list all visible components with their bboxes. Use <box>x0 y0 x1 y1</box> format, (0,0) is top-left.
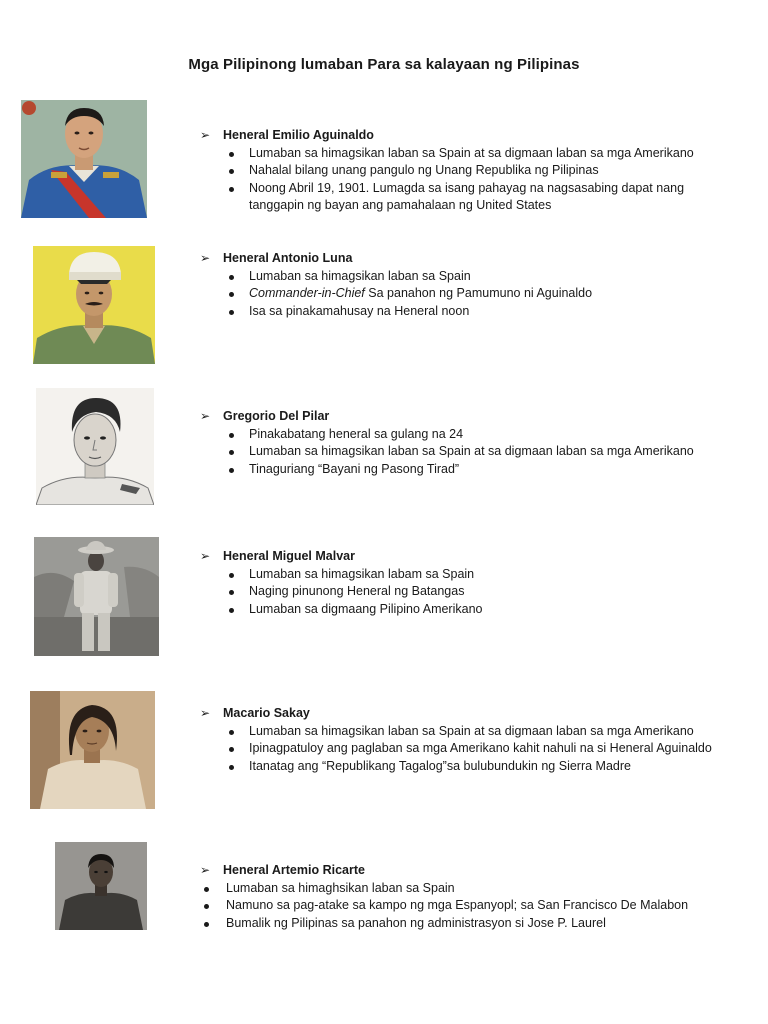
arrow-bullet-icon: ➢ <box>200 251 211 265</box>
list-item-text: Noong Abril 19, 1901. Lumagda sa isang pahayag na nagsasabing dapat nang tanggapin ng bayan ang pamahalaan ng United States <box>249 180 685 212</box>
bullet-dot-icon <box>229 608 234 613</box>
name-text: Heneral Miguel Malvar <box>223 549 355 563</box>
list-item <box>200 162 720 180</box>
list-item <box>200 268 720 286</box>
list-item-text: Itanatag ang “Republikang Tagalog”sa bulubundukin ng Sierra Madre <box>249 758 631 773</box>
list-item-text: Lumaban sa himagsikan laban sa Spain at sa digmaan laban sa mga Amerikano <box>249 723 694 738</box>
entry-name <box>200 705 720 723</box>
list-item <box>200 285 720 303</box>
portrait-malvar <box>34 537 159 656</box>
name-text: Heneral Emilio Aguinaldo <box>223 128 374 142</box>
bullet-dot-icon <box>229 187 234 192</box>
entry-ricarte <box>200 862 720 932</box>
list-item <box>200 880 720 898</box>
list-item-text: Naging pinunong Heneral ng Batangas <box>249 584 465 598</box>
list-item <box>200 915 720 933</box>
arrow-bullet-icon: ➢ <box>200 409 211 423</box>
portrait-luna <box>33 246 155 364</box>
list-item <box>200 723 720 741</box>
list-item-text: Namuno sa pag-atake sa kampo ng mga Espanyopl; sa San Francisco De Malabon <box>226 898 689 912</box>
bullet-dot-icon <box>229 310 234 315</box>
bullet-dot-icon <box>229 747 234 752</box>
malvar-image <box>34 537 159 656</box>
list-item-text: Tinaguriang “Bayani ng Pasong Tirad” <box>249 461 460 476</box>
list-item-text: Lumaban sa himagsikan labam sa Spain <box>249 566 475 581</box>
list-item <box>200 601 720 619</box>
list-item <box>200 740 720 758</box>
bullet-list <box>200 268 720 321</box>
list-item-text: Lumaban sa himagsikan laban sa Spain at sa digmaan laban sa mga Amerikano <box>249 444 694 458</box>
bullet-dot-icon <box>229 468 234 473</box>
page-title: Mga Pilipinong lumaban Para sa kalayaan ng Pilipinas <box>188 56 580 73</box>
list-item-text: Lumaban sa digmaang Pilipino Amerikano <box>249 601 483 616</box>
entry-name <box>200 127 720 145</box>
aguinaldo-image <box>21 100 147 218</box>
ricarte-image <box>55 842 147 930</box>
bullet-list <box>200 426 720 479</box>
portrait-ricarte <box>55 842 147 930</box>
list-item-text: Isa sa pinakamahusay na Heneral noon <box>249 303 470 318</box>
entry-name <box>200 548 720 566</box>
list-item-text: Lumaban sa himaghsikan laban sa Spain <box>226 880 455 895</box>
arrow-bullet-icon: ➢ <box>200 549 211 563</box>
list-item-text: Bumalik ng Pilipinas sa panahon ng administrasyon si Jose P. Laurel <box>226 915 606 930</box>
bullet-list <box>200 880 720 933</box>
entry-name <box>200 250 720 268</box>
list-item <box>200 180 720 215</box>
arrow-bullet-icon: ➢ <box>200 706 211 720</box>
entry-del-pilar <box>200 408 720 478</box>
entry-name <box>200 408 720 426</box>
portrait-aguinaldo <box>21 100 147 218</box>
bullet-dot-icon <box>229 590 234 595</box>
arrow-bullet-icon: ➢ <box>200 128 211 142</box>
bullet-dot-icon <box>229 730 234 735</box>
bullet-dot-icon <box>204 904 209 909</box>
bullet-dot-icon <box>229 169 234 174</box>
portrait-sakay <box>30 691 155 809</box>
list-item <box>200 461 720 479</box>
list-item-text: Sa panahon ng Pamumuno ni Aguinaldo <box>368 286 593 300</box>
entry-luna <box>200 250 720 320</box>
name-text: Gregorio Del Pilar <box>223 409 330 423</box>
name-text: Heneral Artemio Ricarte <box>223 863 365 877</box>
list-item <box>200 566 720 584</box>
italic-title: Commander-in-Chief <box>249 286 365 300</box>
bullet-dot-icon <box>229 450 234 455</box>
sakay-image <box>30 691 155 809</box>
list-item <box>200 426 720 444</box>
del-pilar-image <box>36 388 154 505</box>
entry-name <box>200 862 720 880</box>
entry-aguinaldo <box>200 127 720 215</box>
list-item <box>200 145 720 163</box>
name-text: Macario Sakay <box>223 706 310 720</box>
list-item-text: Ipinagpatuloy ang paglaban sa mga Amerikano kahit nahuli na si Heneral Aguinaldo <box>249 741 712 755</box>
bullet-dot-icon <box>229 152 234 157</box>
list-item-text: Lumaban sa himagsikan laban sa Spain <box>249 268 471 283</box>
bullet-list <box>200 723 720 776</box>
list-item <box>200 303 720 321</box>
arrow-bullet-icon: ➢ <box>200 863 211 877</box>
list-item <box>200 443 720 461</box>
list-item <box>200 897 720 915</box>
list-item-text: Pinakabatang heneral sa gulang na 24 <box>249 426 464 441</box>
bullet-dot-icon <box>204 922 209 927</box>
bullet-dot-icon <box>229 275 234 280</box>
list-item-text: Nahalal bilang unang pangulo ng Unang Republika ng Pilipinas <box>249 163 599 177</box>
bullet-list <box>200 566 720 619</box>
bullet-dot-icon <box>229 573 234 578</box>
bullet-list <box>200 145 720 215</box>
portrait-del-pilar <box>36 388 154 505</box>
list-item <box>200 583 720 601</box>
entry-sakay <box>200 705 720 775</box>
bullet-dot-icon <box>204 887 209 892</box>
name-text: Heneral Antonio Luna <box>223 251 353 265</box>
luna-image <box>33 246 155 364</box>
bullet-dot-icon <box>229 292 234 297</box>
list-item <box>200 758 720 776</box>
bullet-dot-icon <box>229 433 234 438</box>
entry-malvar <box>200 548 720 618</box>
bullet-dot-icon <box>229 765 234 770</box>
list-item-text: Lumaban sa himagsikan laban sa Spain at sa digmaan laban sa mga Amerikano <box>249 145 694 160</box>
